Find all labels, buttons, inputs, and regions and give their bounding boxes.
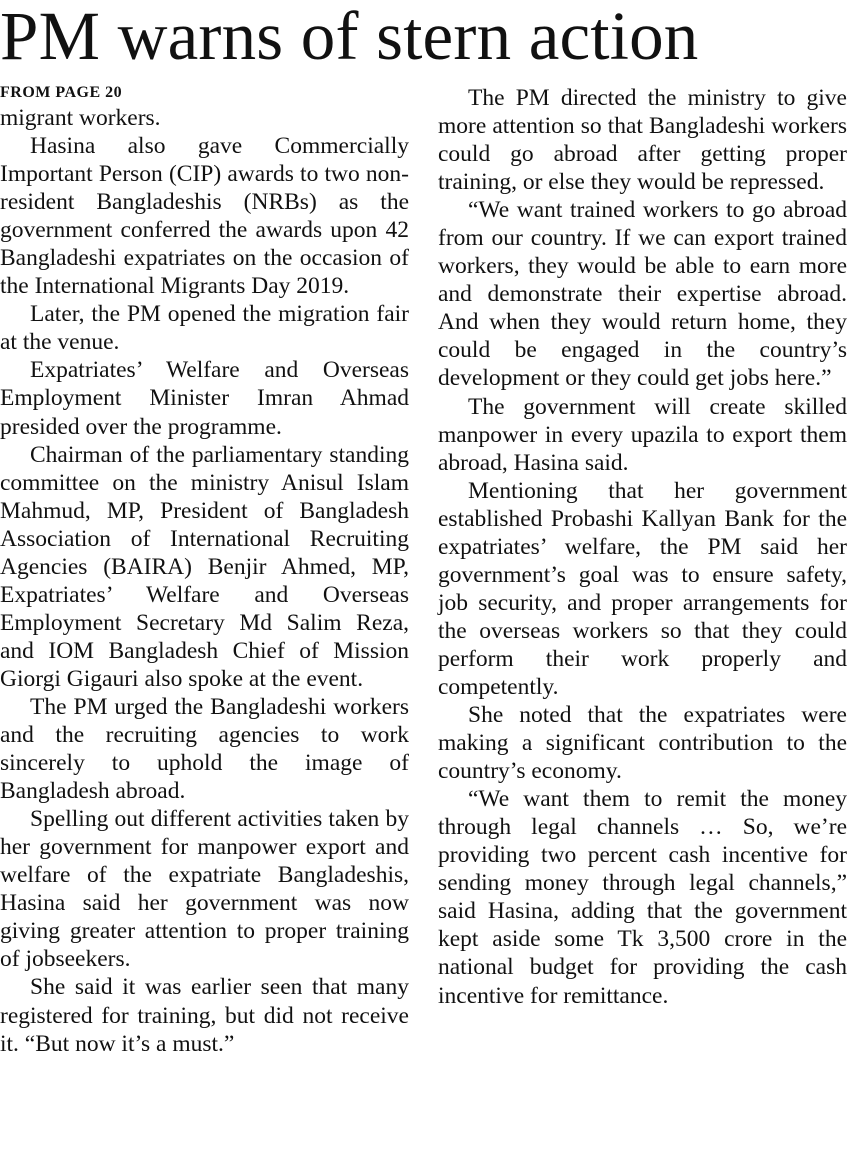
article-column-right bbox=[438, 84, 847, 1010]
paragraph: The government will create skilled manpower in every upazila to export them abroad, Hasina said. bbox=[438, 393, 847, 476]
headline: PM warns of stern action bbox=[0, 0, 699, 74]
paragraph: Later, the PM opened the migration fair at the venue. bbox=[0, 301, 409, 356]
article-column-left bbox=[0, 82, 409, 1058]
paragraph: The PM urged the Bangladeshi workers and the recruiting agencies to work sincerely to uphold the image of Bangladesh abroad. bbox=[0, 693, 409, 805]
paragraph: “We want them to remit the money through legal channels … So, we’re providing two percent cash incentive for sending money through legal channels,” said Hasina, adding that the government kept aside some Tk 3,500 crore in the national budget for providing the cash incentive for remittance. bbox=[438, 786, 847, 1009]
paragraph: The PM directed the ministry to give more attention so that Bangladeshi workers could go abroad after getting proper training, or else they would be repressed. bbox=[438, 85, 847, 196]
jump-line: FROM PAGE 20 bbox=[0, 84, 123, 101]
paragraph: Chairman of the parliamentary standing committee on the ministry Anisul Islam Mahmud, MP, President of Bangladesh Association of International Recruiting Agencies (BAIRA) Benjir Ahmed, MP, Expatriates’ Welfare and Overseas Employment Secretary Md Salim Reza, and IOM Bangladesh Chief of Mission Giorgi Gigauri also spoke at the event. bbox=[0, 441, 409, 692]
paragraph: Spelling out different activities taken by her government for manpower export and welfare of the expatriate Bangladeshis, Hasina said her government was now giving greater attention to proper training of jobseekers. bbox=[0, 806, 409, 973]
paragraph: “We want trained workers to go abroad from our country. If we can export trained workers, they would be able to earn more and demonstrate their expertise abroad. And when they would return home, they could be engaged in the country’s development or they could get jobs here.” bbox=[438, 197, 847, 392]
paragraph: Hasina also gave Commercially Important Person (CIP) awards to two non-resident Bangladeshis (NRBs) as the government conferred the awards upon 42 Bangladeshi expatriates on the occasion of the International Migrants Day 2019. bbox=[0, 133, 409, 300]
paragraph: She said it was earlier seen that many registered for training, but did not receive it. “But now it’s a must.” bbox=[0, 974, 409, 1057]
paragraph: She noted that the expatriates were making a significant contribution to the country’s economy. bbox=[438, 702, 847, 785]
paragraph: Expatriates’ Welfare and Overseas Employment Minister Imran Ahmad presided over the programme. bbox=[0, 357, 409, 440]
paragraph: Mentioning that her government established Probashi Kallyan Bank for the expatriates’ welfare, the PM said her government’s goal was to ensure safety, job security, and proper arrangements for the overseas workers so that they could perform their work properly and competently. bbox=[438, 477, 847, 700]
paragraph: migrant workers. bbox=[0, 105, 161, 131]
